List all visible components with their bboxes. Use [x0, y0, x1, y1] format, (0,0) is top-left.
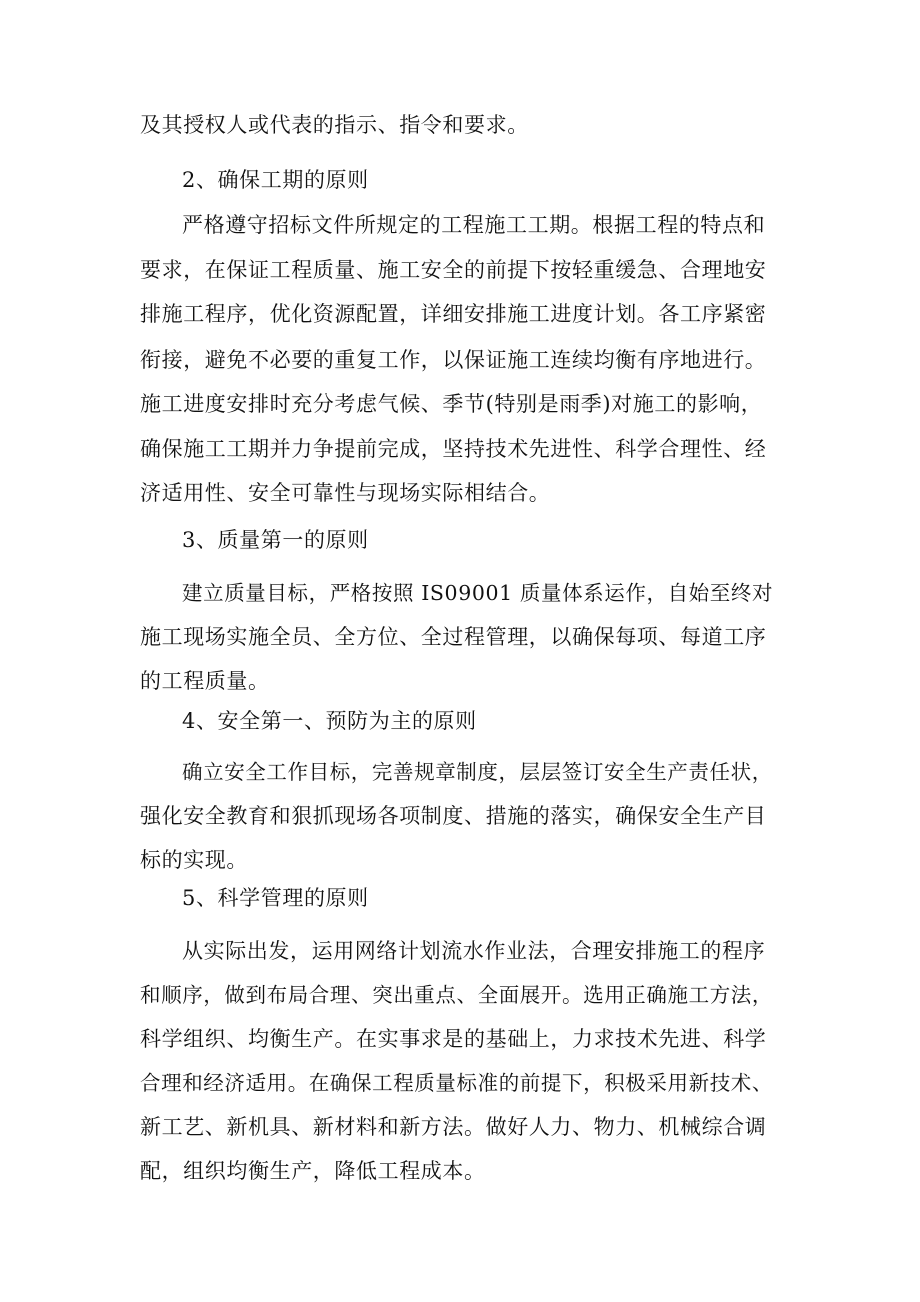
section-heading: 4、安全第一、预防为主的原则: [182, 709, 477, 733]
text-line: 新工艺、新机具、新材料和新方法。做好人力、物力、机械综合调: [140, 1115, 767, 1139]
text-line: 标的实现。: [140, 848, 248, 872]
text-line: 确保施工工期并力争提前完成，坚持技术先进性、科学合理性、经: [140, 437, 767, 461]
text-line: 严格遵守招标文件所规定的工程施工工期。根据工程的特点和: [182, 213, 766, 237]
text-line: 衔接，避免不必要的重复工作，以保证施工连续均衡有序地进行。: [140, 348, 767, 372]
text-line: 建立质量目标，严格按照 IS09001 质量体系运作，自始至终对: [182, 581, 774, 605]
text-line: 科学组织、均衡生产。在实事求是的基础上，力求技术先进、科学: [140, 1027, 767, 1051]
text-line: 排施工程序，优化资源配置，详细安排施工进度计划。各工序紧密: [140, 302, 767, 326]
text-line: 和顺序，做到布局合理、突出重点、全面展开。选用正确施工方法，: [140, 983, 773, 1007]
text-line: 施工进度安排时充分考虑气候、季节(特别是雨季)对施工的影响，: [140, 392, 763, 416]
section-heading: 2、确保工期的原则: [182, 168, 369, 192]
text-line: 从实际出发，运用网络计划流水作业法，合理安排施工的程序: [182, 939, 766, 963]
text-line: 配，组织均衡生产，降低工程成本。: [140, 1159, 486, 1183]
section-heading: 3、质量第一的原则: [182, 528, 369, 552]
text-line: 及其授权人或代表的指示、指令和要求。: [140, 113, 529, 137]
section-heading: 5、科学管理的原则: [182, 886, 369, 910]
text-line: 施工现场实施全员、全方位、全过程管理，以确保每项、每道工序: [140, 625, 767, 649]
text-line: 确立安全工作目标，完善规章制度，层层签订安全生产责任状，: [182, 760, 773, 784]
text-line: 的工程质量。: [140, 669, 270, 693]
text-line: 要求，在保证工程质量、施工安全的前提下按轻重缓急、合理地安: [140, 258, 767, 282]
text-line: 强化安全教育和狠抓现场各项制度、措施的落实，确保安全生产目: [140, 804, 767, 828]
text-line: 合理和经济适用。在确保工程质量标准的前提下，积极采用新技术、: [140, 1071, 773, 1095]
text-line: 济适用性、安全可靠性与现场实际相结合。: [140, 481, 551, 505]
